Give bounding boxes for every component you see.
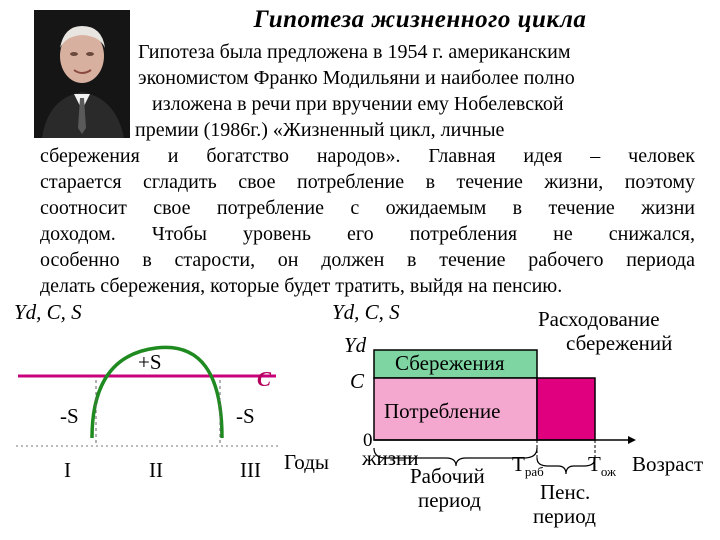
savings-label: Сбережения (395, 351, 505, 375)
consumption-label: Потребление (384, 399, 501, 423)
dissaving-label-1: Расходование (538, 307, 660, 331)
plus-s-label: +S (138, 350, 162, 374)
t-life-label (588, 452, 616, 480)
dissaving-area (537, 378, 595, 440)
minus-s-right-label: -S (236, 404, 255, 428)
pension-period-brace (537, 458, 595, 474)
dissaving-label-2: сбережений (566, 331, 673, 355)
slide-title: Гипотеза жизненного цикла (253, 6, 587, 33)
minus-s-left-label: -S (60, 404, 79, 428)
left-x-axis-label: Годы (284, 450, 329, 474)
stage-1-label: I (64, 458, 71, 482)
text-line-4: премии (1986г.) «Жизненный цикл, личные (135, 119, 505, 141)
text-line-9: особенно в старости, он должен в течение рабочего периода (40, 249, 695, 271)
t-life-subscript: ож (600, 464, 616, 480)
t-life-symbol: T (588, 452, 601, 476)
text-line-6: старается сгладить свое потребление в течение жизни, поэтому (40, 171, 695, 193)
right-x-axis-label-1: жизни (362, 446, 419, 470)
stage-3-label: III (240, 458, 261, 482)
zero-label: 0 (363, 430, 373, 451)
text-line-10: делать сбережения, которые будет тратить, выйдя на пенсию. (40, 275, 563, 297)
pension-period-label-1: Пенс. (540, 480, 591, 504)
pension-period-label-2: период (533, 504, 596, 528)
t-work-symbol: T (512, 452, 525, 476)
left-c-label: C (257, 367, 272, 391)
stage-2-label: II (149, 458, 163, 482)
working-period-label-1: Рабочий (410, 464, 485, 488)
x-axis-arrow-icon (628, 436, 636, 444)
text-line-3: изложена в речи при вручении ему Нобелевской (152, 93, 564, 115)
text-line-2: экономистом Франко Модильяни и наиболее полно (138, 67, 575, 89)
t-work-label (512, 452, 544, 480)
text-line-5: сбережения и богатство народов». Главная идея – человек (40, 145, 695, 167)
right-c-label: C (350, 369, 365, 393)
working-period-label-2: период (418, 488, 481, 512)
right-x-axis-label-2: Возраст (632, 452, 704, 476)
text-line-7: соотносит свое потребление с ожидаемым в течение жизни (40, 197, 695, 219)
right-axis-label: Yd, C, S (332, 300, 400, 324)
left-axis-label: Yd, C, S (14, 300, 82, 324)
text-line-8: доходом. Чтобы уровень его потребления не снижался, (40, 223, 695, 245)
t-work-subscript: раб (524, 464, 544, 480)
yd-label: Yd (344, 333, 367, 357)
text-line-1: Гипотеза была предложена в 1954 г. американским (138, 41, 571, 63)
